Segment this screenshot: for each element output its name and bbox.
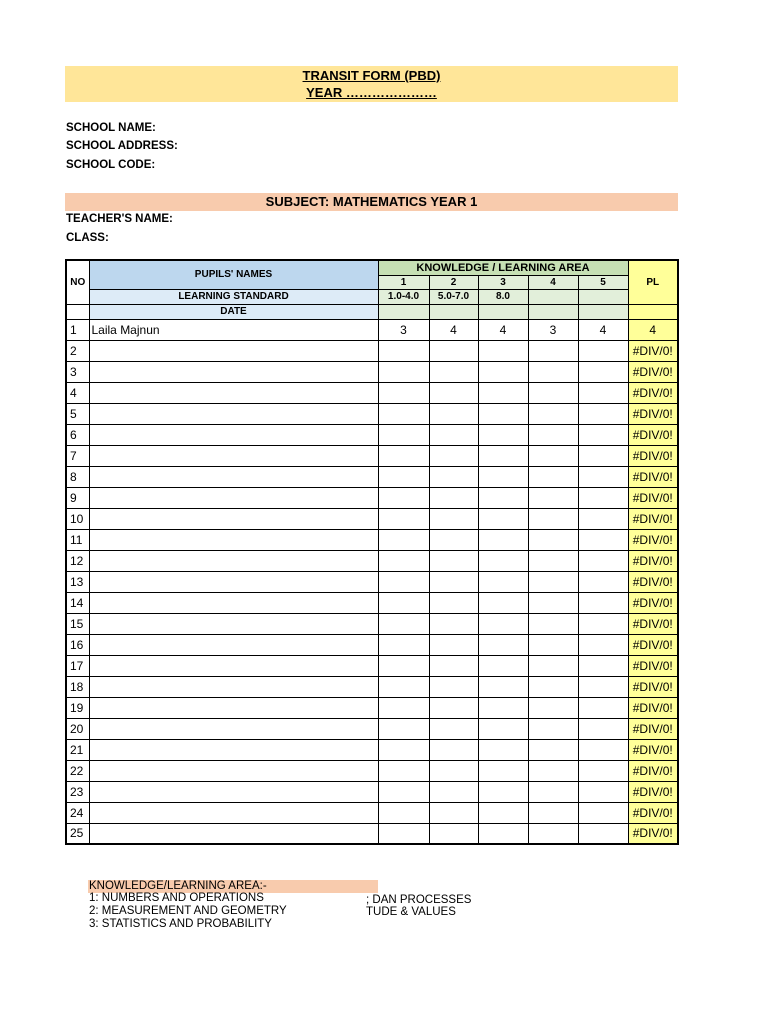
score-cell[interactable] [429, 424, 478, 445]
table-row [66, 529, 678, 550]
score-cell[interactable] [378, 487, 429, 508]
score-cell[interactable] [378, 382, 429, 403]
table-row [66, 424, 678, 445]
table-row [66, 592, 678, 613]
pupil-name-cell[interactable] [89, 382, 378, 403]
score-cell[interactable] [478, 676, 528, 697]
score-cell[interactable] [578, 781, 628, 802]
score-cell[interactable] [378, 571, 429, 592]
learning-standard-value: 5.0-7.0 [429, 289, 478, 304]
score-cell[interactable] [378, 340, 429, 361]
date-cell[interactable] [429, 304, 478, 319]
score-cell[interactable] [429, 592, 478, 613]
score-cell[interactable] [528, 487, 578, 508]
legend-item: 3: STATISTICS AND PROBABILITY [89, 918, 272, 930]
score-cell[interactable] [378, 550, 429, 571]
score-cell[interactable] [378, 613, 429, 634]
class-label: CLASS: [66, 232, 109, 244]
score-cell[interactable] [478, 718, 528, 739]
score-cell[interactable] [478, 802, 528, 823]
score-cell[interactable] [429, 781, 478, 802]
table-row [66, 319, 678, 340]
score-cell[interactable] [478, 445, 528, 466]
score-cell[interactable] [378, 445, 429, 466]
pl-cell: #DIV/0! [628, 445, 678, 466]
pl-cell: #DIV/0! [628, 697, 678, 718]
row-number: 9 [66, 487, 89, 508]
pupil-name-cell[interactable] [89, 592, 378, 613]
row-number: 8 [66, 466, 89, 487]
score-cell[interactable]: 3 [378, 319, 429, 340]
legend-heading: KNOWLEDGE/LEARNING AREA:- [88, 880, 378, 893]
table-row [66, 634, 678, 655]
table-row [66, 676, 678, 697]
score-cell[interactable] [478, 697, 528, 718]
table-row [66, 655, 678, 676]
score-cell[interactable] [478, 529, 528, 550]
score-cell[interactable]: 4 [478, 319, 528, 340]
pl-cell: #DIV/0! [628, 466, 678, 487]
row-number: 25 [66, 823, 89, 844]
score-cell[interactable] [578, 571, 628, 592]
score-cell[interactable] [378, 424, 429, 445]
row-number: 10 [66, 508, 89, 529]
table-row [66, 340, 678, 361]
score-cell[interactable] [528, 508, 578, 529]
score-cell[interactable] [429, 529, 478, 550]
pupil-name-cell[interactable] [89, 361, 378, 382]
score-cell[interactable] [528, 613, 578, 634]
score-cell[interactable] [478, 487, 528, 508]
score-cell[interactable] [578, 655, 628, 676]
table-row [66, 403, 678, 424]
score-cell[interactable] [578, 424, 628, 445]
score-cell[interactable] [429, 718, 478, 739]
score-cell[interactable] [478, 823, 528, 844]
score-cell[interactable] [378, 781, 429, 802]
table-row [66, 571, 678, 592]
pl-cell: #DIV/0! [628, 676, 678, 697]
area-number: 2 [429, 275, 478, 289]
legend-item: 1: NUMBERS AND OPERATIONS [89, 892, 264, 904]
area-number: 4 [528, 275, 578, 289]
pupil-name-cell[interactable] [89, 781, 378, 802]
score-cell[interactable] [378, 739, 429, 760]
row-number: 2 [66, 340, 89, 361]
score-cell[interactable] [378, 508, 429, 529]
pl-cell: #DIV/0! [628, 571, 678, 592]
row-number: 21 [66, 739, 89, 760]
form-year-line: YEAR ………………… [306, 85, 437, 100]
score-cell[interactable] [429, 361, 478, 382]
learning-standard-value: 8.0 [478, 289, 528, 304]
score-cell[interactable] [429, 739, 478, 760]
score-cell[interactable] [578, 466, 628, 487]
teacher-name-label: TEACHER'S NAME: [66, 213, 173, 225]
table-row [66, 613, 678, 634]
pl-cell: #DIV/0! [628, 550, 678, 571]
pupil-name-cell[interactable] [89, 739, 378, 760]
score-cell[interactable] [528, 340, 578, 361]
score-cell[interactable] [429, 466, 478, 487]
row-number: 20 [66, 718, 89, 739]
score-cell[interactable] [429, 823, 478, 844]
score-cell[interactable] [478, 508, 528, 529]
pupil-name-cell[interactable] [89, 571, 378, 592]
row-number: 3 [66, 361, 89, 382]
pupil-name-cell[interactable] [89, 550, 378, 571]
row-number: 23 [66, 781, 89, 802]
score-cell[interactable] [478, 739, 528, 760]
score-cell[interactable] [429, 571, 478, 592]
pl-cell: #DIV/0! [628, 781, 678, 802]
pl-cell: #DIV/0! [628, 739, 678, 760]
pl-cell: #DIV/0! [628, 655, 678, 676]
pupil-name-cell[interactable] [89, 802, 378, 823]
date-cell[interactable] [478, 304, 528, 319]
row-number: 16 [66, 634, 89, 655]
score-cell[interactable] [478, 571, 528, 592]
score-cell[interactable] [528, 823, 578, 844]
date-cell[interactable] [378, 304, 429, 319]
pupil-name-cell[interactable] [89, 403, 378, 424]
score-cell[interactable] [528, 361, 578, 382]
score-cell[interactable] [578, 697, 628, 718]
row-number: 5 [66, 403, 89, 424]
area-number: 3 [478, 275, 528, 289]
score-cell[interactable] [378, 529, 429, 550]
row-number: 4 [66, 382, 89, 403]
row-number: 6 [66, 424, 89, 445]
score-cell[interactable] [429, 550, 478, 571]
pupil-name-cell[interactable] [89, 676, 378, 697]
no-header: NO [66, 260, 89, 304]
pupil-name-cell[interactable] [89, 487, 378, 508]
score-cell[interactable] [378, 466, 429, 487]
row-number: 13 [66, 571, 89, 592]
learning-standard-value [578, 289, 628, 304]
pupils-header: PUPILS' NAMES [89, 260, 378, 289]
score-cell[interactable] [528, 802, 578, 823]
row-number: 19 [66, 697, 89, 718]
score-cell[interactable] [528, 634, 578, 655]
pl-cell: #DIV/0! [628, 760, 678, 781]
score-cell[interactable] [528, 655, 578, 676]
pupil-name-cell[interactable] [89, 508, 378, 529]
score-cell[interactable] [578, 487, 628, 508]
score-cell[interactable] [578, 823, 628, 844]
learning-standard-value [528, 289, 578, 304]
pl-cell: #DIV/0! [628, 424, 678, 445]
score-cell[interactable] [528, 466, 578, 487]
score-cell[interactable] [429, 676, 478, 697]
score-cell[interactable] [478, 592, 528, 613]
subject-title: SUBJECT: MATHEMATICS YEAR 1 [65, 193, 678, 211]
score-cell[interactable] [478, 403, 528, 424]
school-code-label: SCHOOL CODE: [66, 159, 156, 171]
table-row [66, 382, 678, 403]
score-cell[interactable] [578, 403, 628, 424]
score-cell[interactable] [528, 697, 578, 718]
score-cell[interactable] [429, 802, 478, 823]
score-cell[interactable] [429, 508, 478, 529]
score-cell[interactable]: 4 [429, 319, 478, 340]
date-row-spacer [66, 304, 89, 319]
score-cell[interactable] [578, 529, 628, 550]
school-name-label: SCHOOL NAME: [66, 122, 156, 134]
score-cell[interactable] [429, 445, 478, 466]
pupil-name-cell[interactable] [89, 466, 378, 487]
score-cell[interactable] [578, 760, 628, 781]
learning-standard-label: LEARNING STANDARD [89, 289, 378, 304]
score-cell[interactable] [578, 613, 628, 634]
score-cell[interactable] [528, 550, 578, 571]
pl-cell: #DIV/0! [628, 529, 678, 550]
score-cell[interactable] [378, 634, 429, 655]
form-title-band [65, 66, 678, 102]
score-cell[interactable] [578, 718, 628, 739]
table-row [66, 550, 678, 571]
legend-item: 2: MEASUREMENT AND GEOMETRY [89, 905, 287, 917]
score-cell[interactable] [378, 802, 429, 823]
row-number: 11 [66, 529, 89, 550]
pl-cell: #DIV/0! [628, 823, 678, 844]
pl-cell: #DIV/0! [628, 802, 678, 823]
score-cell[interactable] [528, 739, 578, 760]
score-cell[interactable] [378, 760, 429, 781]
score-cell[interactable] [429, 760, 478, 781]
table-row [66, 466, 678, 487]
row-number: 7 [66, 445, 89, 466]
score-cell[interactable] [478, 466, 528, 487]
score-cell[interactable]: 3 [528, 319, 578, 340]
score-cell[interactable] [578, 550, 628, 571]
date-cell[interactable] [578, 304, 628, 319]
date-pl-cell [628, 304, 678, 319]
table-row [66, 781, 678, 802]
score-cell[interactable] [578, 361, 628, 382]
score-cell[interactable] [478, 550, 528, 571]
date-label: DATE [89, 304, 378, 319]
pl-cell: #DIV/0! [628, 403, 678, 424]
score-cell[interactable] [528, 445, 578, 466]
pupil-name-cell[interactable]: Laila Majnun [89, 319, 378, 340]
school-address-label: SCHOOL ADDRESS: [66, 140, 178, 152]
table-row [66, 487, 678, 508]
date-cell[interactable] [528, 304, 578, 319]
score-cell[interactable] [378, 361, 429, 382]
score-cell[interactable] [429, 613, 478, 634]
pupil-name-cell[interactable] [89, 529, 378, 550]
score-cell[interactable] [429, 340, 478, 361]
pupil-name-cell[interactable] [89, 697, 378, 718]
score-cell[interactable] [429, 634, 478, 655]
score-cell[interactable] [578, 445, 628, 466]
table-row [66, 802, 678, 823]
area-number: 5 [578, 275, 628, 289]
table-row [66, 697, 678, 718]
pl-cell: #DIV/0! [628, 487, 678, 508]
score-cell[interactable] [378, 823, 429, 844]
score-cell[interactable] [378, 655, 429, 676]
score-cell[interactable] [578, 340, 628, 361]
pl-cell: #DIV/0! [628, 634, 678, 655]
score-cell[interactable] [429, 487, 478, 508]
score-cell[interactable] [378, 718, 429, 739]
row-number: 18 [66, 676, 89, 697]
score-cell[interactable] [578, 508, 628, 529]
pl-cell: #DIV/0! [628, 382, 678, 403]
score-cell[interactable] [478, 781, 528, 802]
score-cell[interactable] [429, 697, 478, 718]
pl-cell: #DIV/0! [628, 718, 678, 739]
pupil-name-cell[interactable] [89, 340, 378, 361]
score-cell[interactable] [478, 655, 528, 676]
legend-item-partial: ; DAN PROCESSES [366, 894, 472, 906]
score-cell[interactable] [478, 424, 528, 445]
score-cell[interactable] [429, 403, 478, 424]
pl-cell: 4 [628, 319, 678, 340]
score-cell[interactable] [478, 382, 528, 403]
row-number: 24 [66, 802, 89, 823]
score-cell[interactable] [478, 760, 528, 781]
score-cell[interactable] [578, 802, 628, 823]
score-cell[interactable] [478, 634, 528, 655]
table-row [66, 760, 678, 781]
row-number: 17 [66, 655, 89, 676]
pl-cell: #DIV/0! [628, 340, 678, 361]
score-cell[interactable] [429, 655, 478, 676]
pl-header: PL [628, 260, 678, 304]
table-row [66, 739, 678, 760]
pl-cell: #DIV/0! [628, 508, 678, 529]
pupil-name-cell[interactable] [89, 760, 378, 781]
area-number: 1 [378, 275, 429, 289]
pupil-name-cell[interactable] [89, 445, 378, 466]
score-cell[interactable] [528, 571, 578, 592]
score-cell[interactable] [378, 403, 429, 424]
score-cell[interactable] [378, 697, 429, 718]
row-number: 1 [66, 319, 89, 340]
score-cell[interactable] [478, 361, 528, 382]
table-row [66, 508, 678, 529]
pupil-score-table [65, 259, 679, 845]
legend-item-partial: TUDE & VALUES [366, 906, 456, 918]
score-cell[interactable] [528, 382, 578, 403]
score-cell[interactable] [578, 739, 628, 760]
score-cell[interactable] [528, 676, 578, 697]
score-cell[interactable]: 4 [578, 319, 628, 340]
score-cell[interactable] [378, 676, 429, 697]
table-row [66, 445, 678, 466]
score-cell[interactable] [578, 382, 628, 403]
row-number: 12 [66, 550, 89, 571]
score-cell[interactable] [378, 592, 429, 613]
pl-cell: #DIV/0! [628, 592, 678, 613]
knowledge-header: KNOWLEDGE / LEARNING AREA [378, 260, 628, 275]
score-cell[interactable] [528, 592, 578, 613]
score-cell[interactable] [478, 613, 528, 634]
pl-cell: #DIV/0! [628, 361, 678, 382]
score-cell[interactable] [528, 529, 578, 550]
score-cell[interactable] [528, 760, 578, 781]
pupil-name-cell[interactable] [89, 613, 378, 634]
row-number: 22 [66, 760, 89, 781]
pupil-name-cell[interactable] [89, 718, 378, 739]
score-cell[interactable] [478, 340, 528, 361]
pupil-name-cell[interactable] [89, 424, 378, 445]
learning-standard-value: 1.0-4.0 [378, 289, 429, 304]
score-cell[interactable] [528, 424, 578, 445]
pupil-name-cell[interactable] [89, 655, 378, 676]
score-cell[interactable] [528, 718, 578, 739]
form-title: TRANSIT FORM (PBD) [302, 68, 441, 83]
score-cell[interactable] [578, 676, 628, 697]
row-number: 14 [66, 592, 89, 613]
pl-cell: #DIV/0! [628, 613, 678, 634]
score-cell[interactable] [528, 403, 578, 424]
row-number: 15 [66, 613, 89, 634]
pupil-name-cell[interactable] [89, 634, 378, 655]
table-row [66, 823, 678, 844]
score-cell[interactable] [429, 382, 478, 403]
score-cell[interactable] [578, 592, 628, 613]
score-cell[interactable] [578, 634, 628, 655]
table-row [66, 361, 678, 382]
score-cell[interactable] [528, 781, 578, 802]
table-row [66, 718, 678, 739]
pupil-name-cell[interactable] [89, 823, 378, 844]
